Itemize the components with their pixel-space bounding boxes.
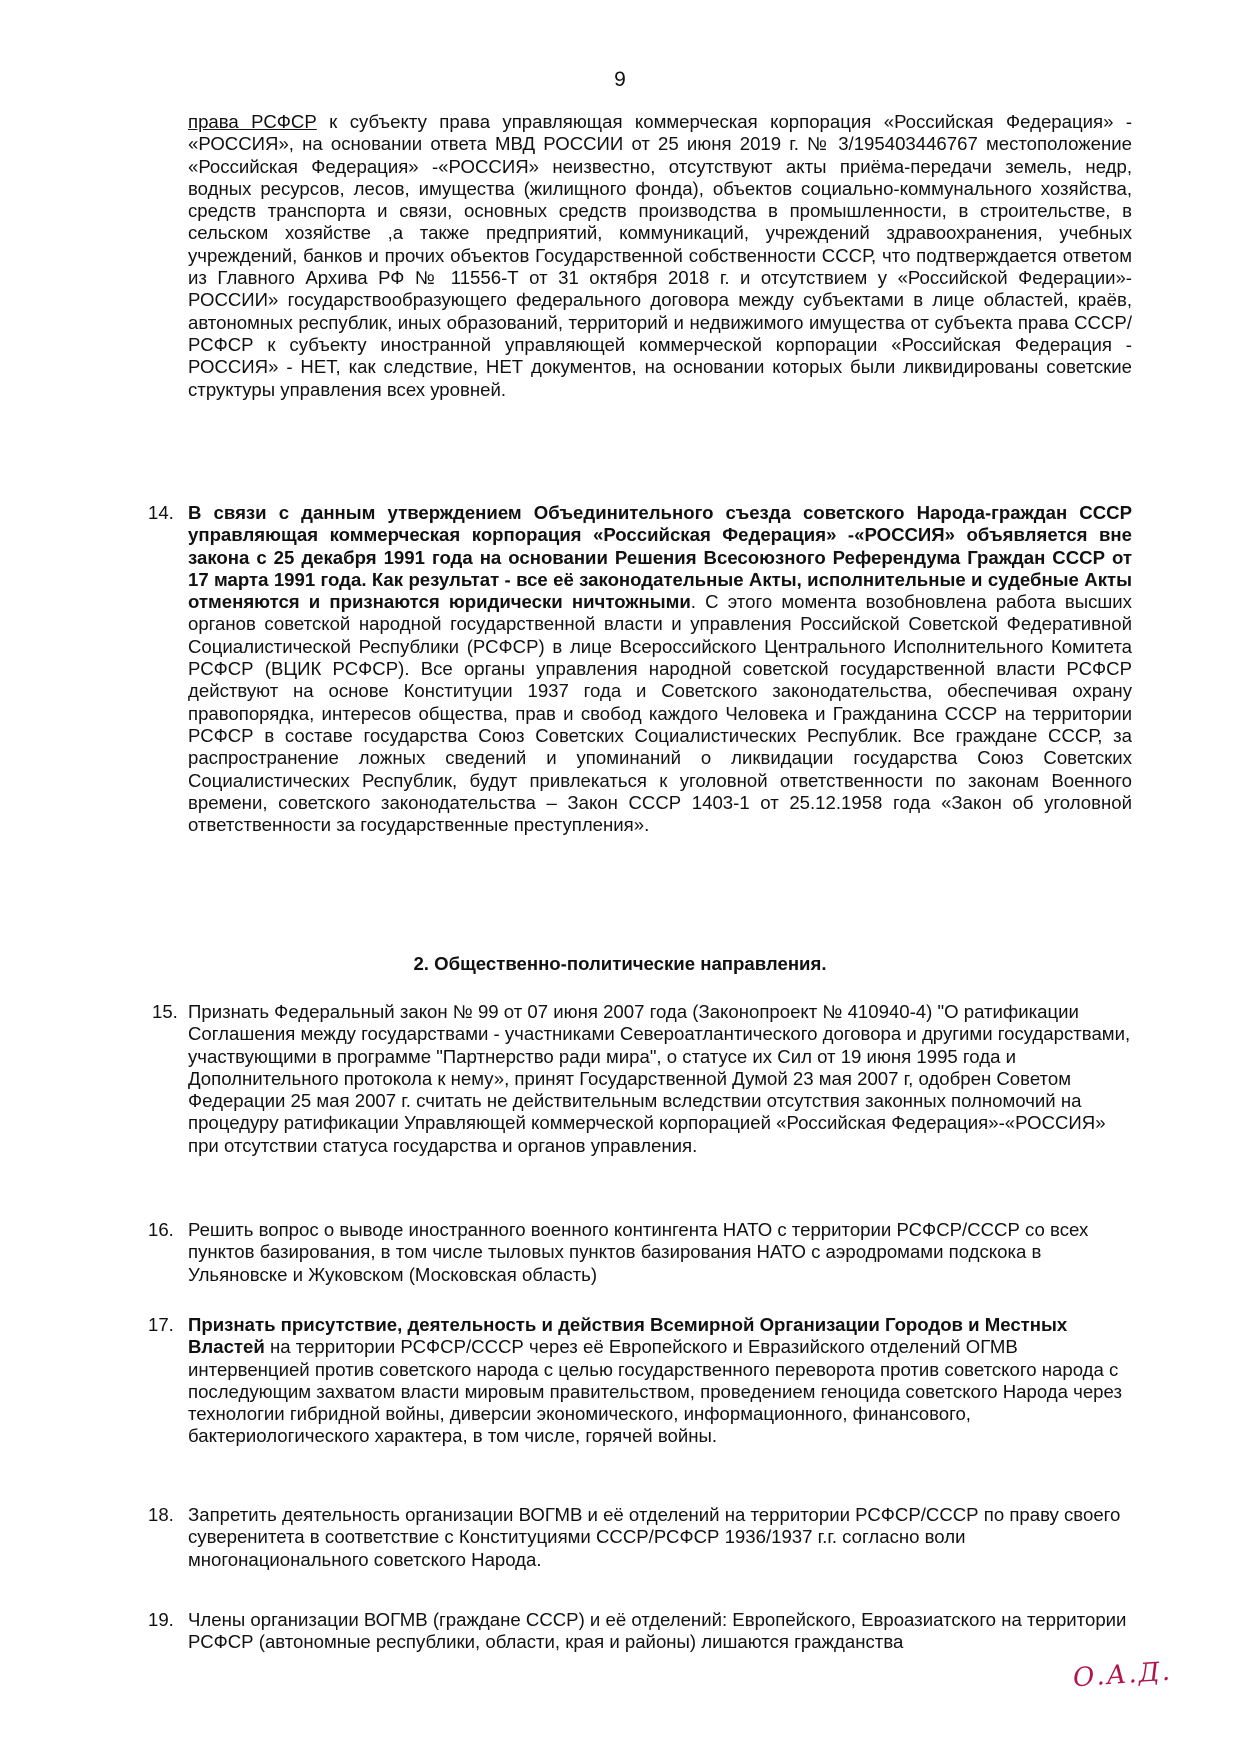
item-bold-text: В связи с данным утверждением Объединительного съезда советского Народа-граждан СССР управляющая коммерческая корпорация «Российская Федерация» -«РОССИЯ» объявляется вне закона с 25 декабря 1991 года на основании Решения Всесоюзного Референдума Граждан СССР от 17 марта 1991 года. Как результат - все её законодательные Акты, исполнительные и судебные Акты отменяются и признаются юридически ничтожными [188,502,1132,613]
item-number: 18. [148,1504,174,1525]
list-item-18 [148,1504,1132,1571]
item-bold-text: Признать присутствие, деятельность и действия Всемирной Организации Городов и Местных Властей [188,1314,1068,1358]
item-number: 17. [148,1314,174,1335]
handwritten-initials: О.А.Д. [1072,1656,1173,1694]
item-number: 14. [148,502,174,523]
list-item-14 [148,502,1132,836]
list-item-15 [152,1001,1136,1157]
item-text: Решить вопрос о выводе иностранного военного контингента НАТО с территории РСФСР/СССР со всех пунктов базирования, в том числе тыловых пунктов базирования НАТО с аэродромами подскока в Ульяновске и Жуковском (Московская область) [188,1219,1089,1285]
list-item-16 [148,1219,1132,1286]
item-text: на территории РСФСР/СССР через её Европейского и Евразийского отделений ОГМВ интервенцией против советского народа с целью государственного переворота против советского народа с последующим захватом власти мировым правительством, проведением геноцида советского Народа через технологии гибридной войны, диверсии экономического, информационного, финансового, бактериологического характера, в том числе, горячей войны. [188,1336,1122,1447]
underlined-reference: права РСФСР [188,111,317,132]
item-text: Члены организации ВОГМВ (граждане СССР) и её отделений: Европейского, Евроазиатского на территории РСФСР (автономные республики, области, края и районы) лишаются гражданства [188,1609,1127,1653]
item-text: Признать Федеральный закон № 99 от 07 июня 2007 года (Законопроект № 410940-4) "О ратификации Соглашения между государствами - участниками Североатлантического договора и другими государствами, участвующими в программе "Партнерство ради мира", о статусе их Сил от 19 июня 1995 года и Дополнительного протокола к нему», принят Государственной Думой 23 мая 2007 г, одобрен Советом Федерации 25 мая 2007 г. считать не действительным вследствии отсутствия законных полномочий на процедуру ратификации Управляющей коммерческой корпорацией «Российская Федерация»-«РОССИЯ» при отсутствии статуса государства и органов управления. [188,1001,1131,1156]
item-text: Запретить деятельность организации ВОГМВ и её отделений на территории РСФСР/СССР по праву своего суверенитета в соответствие с Конституциями СССР/РСФСР 1936/1937 г.г. согласно воли многонационального советского Народа. [188,1504,1121,1570]
page-number: 9 [614,68,626,91]
section-heading: 2. Общественно-политические направления. [413,953,827,974]
item-number: 15. [152,1001,178,1022]
item-number: 16. [148,1219,174,1240]
list-item-19 [148,1609,1132,1654]
continuation-paragraph [188,111,1132,401]
item-number: 19. [148,1609,174,1630]
list-item-17 [148,1314,1132,1448]
item-text: . С этого момента возобновлена работа высших органов советской народной государственной власти и управления Российской Советской Федеративной Социалистической Республики (РСФСР) в лице Всероссийского Центрального Исполнительного Комитета РСФСР (ВЦИК РСФСР). Все органы управления народной советской государственной власти РСФСР действуют на основе Конституции 1937 года и Советского законодательства, обеспечивая охрану правопорядка, интересов общества, прав и свобод каждого Человека и Гражданина СССР на территории РСФСР в составе государства Союз Советских Социалистических Республик. Все граждане СССР, за распространение ложных сведений и упоминаний о ликвидации государства Союз Советских Социалистических Республик, будут привлекаться к уголовной ответственности по законам Военного времени, советского законодательства – Закон СССР 1403-1 от 25.12.1958 года «Закон об уголовной ответственности за государственные преступления». [188,591,1132,836]
paragraph-text: к субъекту права управляющая коммерческая корпорация «Российская Федерация» - «РОССИЯ», на основании ответа МВД РОССИИ от 25 июня 2019 г. № 3/195403446767 местоположение «Российская Федерация» -«РОССИЯ» неизвестно, отсутствуют акты приёма-передачи земель, недр, водных ресурсов, лесов, имущества (жилищного фонда), объектов социально-коммунального хозяйства, средств транспорта и связи, основных средств производства в промышленности, в строительстве, в сельском хозяйстве ,а также предприятий, коммуникаций, учреждений здравоохранения, учебных учреждений, банков и прочих объектов Государственной собственности СССР, что подтверждается ответом из Главного Архива РФ № 11556-Т от 31 октября 2018 г. и отсутствием у «Российской Федерации»-РОССИИ» государствообразующего федерального договора между субъектами в лице областей, краёв, автономных республик, иных образований, территорий и недвижимого имущества от субъекта права СССР/РСФСР к субъекту иностранной управляющей коммерческой корпорации «Российская Федерация - РОССИЯ» - НЕТ, как следствие, НЕТ документов, на основании которых были ликвидированы советские структуры управления всех уровней. [188,111,1133,400]
